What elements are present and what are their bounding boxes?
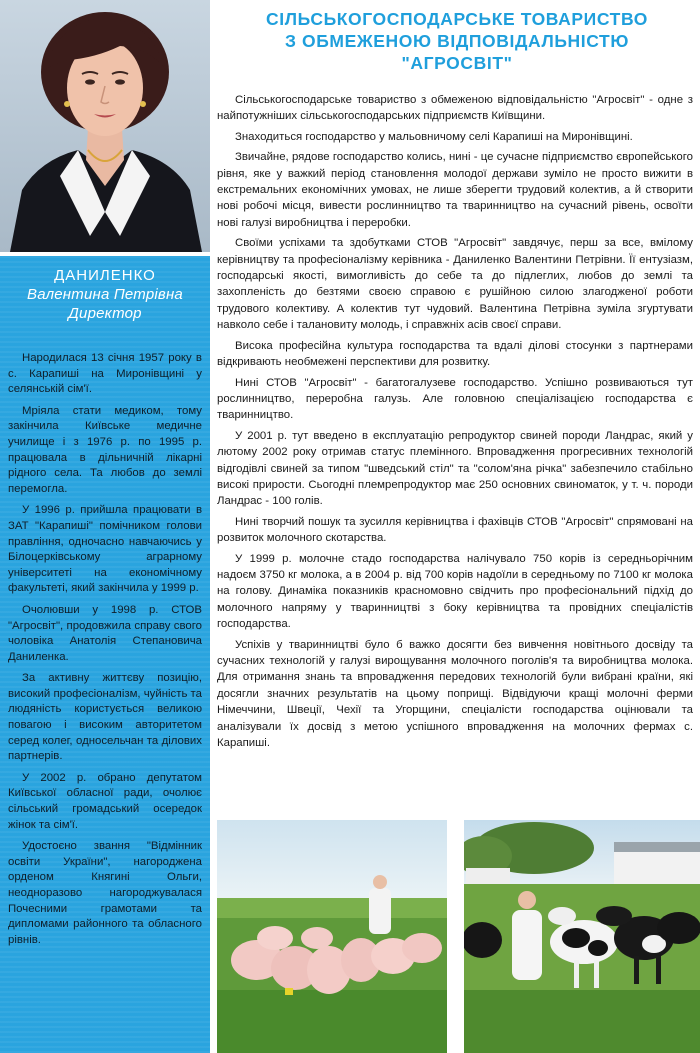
article-paragraph: Висока професійна культура господарства та вдалі ділові стосунки з партнерами відкривають необмежені перспективи для розвитку.	[217, 339, 693, 369]
bio-paragraph: У 2002 р. обрано депутатом Київської обласної ради, очолює сільський громадський осередок жінок та сім'ї.	[8, 771, 202, 831]
pigs-farm-photo	[217, 820, 447, 1053]
director-portrait-photo	[0, 0, 210, 252]
bio-paragraph: За активну життєву позицію, високий професіоналізм, чуйність та людяність користується великою повагою і високим авторитетом серед колег, односельчан та ділових партнерів.	[8, 672, 202, 763]
article-paragraph: У 1999 р. молочне стадо господарства налічувало 750 корів із середньорічним надоєм 3750 кг молока, а в 2004 р. від 700 корів надоїли в середньому по 7100 кг молока на голову. Динаміка показників красномовно свідчить про професіональний підхід до молочного напряму у тваринництві з боку керівництва та провідних спеціалістів господарства.	[217, 552, 693, 631]
article-paragraph: Сільськогосподарське товариство з обмеженою відповідальністю "Агросвіт" - одне з найпотужніших сільськогосподарських підприємств Київщини.	[217, 94, 693, 123]
bio-paragraph: У 1996 р. прийшла працювати в ЗАТ "Карапиші" помічником голови правління, одночасно навчаючись у Білоцерківському аграрному університеті на економічному факультеті, який закінчила у 1999 р.	[8, 504, 202, 595]
page-title	[222, 8, 692, 74]
title-line: "АГРОСВІТ"	[401, 53, 513, 73]
article-paragraph: Знаходиться господарство у мальовничому селі Карапиші на Миронівщині.	[235, 130, 633, 143]
article-paragraph: У 2001 р. тут введено в експлуатацію репродуктор свиней породи Ландрас, який у лютому 2002 року отримав статус племінного. Впровадження прогресивних технологій відгодівлі свиней за типом "шведський стіл" та "солом'яна річка" забезпечило стабільно високі прирости. Сьогодні племрепродуктор має 250 основних свиноматок, у т. ч. породи Ландрас - 100 голів.	[217, 429, 693, 508]
bio-paragraph: Народилася 13 січня 1957 року в с. Карапиші на Миронівщині у селянській сім'ї.	[8, 352, 202, 396]
article-body	[217, 92, 693, 755]
article-paragraph: Звичайне, рядове господарство колись, нині - це сучасне підприємство європейського рівня, яке у важкий період становлення молодої держави зуміло не просто вижити в екстремальних економічних умовах, не лише зберегти трудовий колектив, а й створити нові робочі місця, вивести рослинництво та тваринництво на сучасний рівень, освоїти нові галузі виробництва і переробки.	[217, 151, 693, 229]
bio-paragraph: Мріяла стати медиком, тому закінчила Київське медичне училище і з 1976 р. по 1995 р. працювала в дільничній лікарні рідного села. Та любов до землі перемогла.	[8, 404, 202, 495]
bio-paragraph: Очолювши у 1998 р. СТОВ "Агросвіт", продовжила справу свого чоловіка Анатолія Степановича Даниленка.	[8, 603, 202, 663]
article-paragraph: Успіхів у тваринництві було б важко досягти без вивчення новітнього досвіду та сучасних технологій у галузі вирощування молочного поголів'я та виробництва молока. Для отримання знань та впровадження передових технологій були вибрані країни, які досягли значних результатів на цьому поприщі. Відвідуючи кращі молочні ферми Німеччини, Швеції, Чехії та Угорщини, спеціалісти господарства оцінювали та аналізували їх досвід з метою успішного впровадження на молочних фермах с. Карапиші.	[217, 638, 693, 750]
cows-farm-photo	[464, 820, 700, 1053]
director-given-names: Валентина Петрівна	[27, 286, 183, 303]
title-line: СІЛЬСЬКОГОСПОДАРСЬКЕ ТОВАРИСТВО	[266, 9, 648, 29]
article-paragraph: Своїми успіхами та здобутками СТОВ "Агросвіт" завдячує, перш за все, вмілому керівництву та професіоналізму керівника - Даниленко Валентини Петрівни. Її ентузіазм, господарські якості, вимогливість до себе та до підлеглих, любов до землі та захопленість до безтями своєю справою є рушійною силою злагодженої роботи трудового колективу. А колектив тут чудовий. Валентина Петрівна зуміла згуртувати навколо себе і талановиту молодь, і справжніх асів своєї справи.	[217, 237, 693, 332]
director-surname: ДАНИЛЕНКО	[54, 267, 156, 284]
bio-paragraph: Удостоєно звання "Відмінник освіти України", нагороджена орденом Княгині Ольги, неодноразово нагороджувалася Почесними грамотами та дипломами районного та обласного рівнів.	[8, 840, 202, 946]
article-paragraph: Нині СТОВ "Агросвіт" - багатогалузеве господарство. Успішно розвиваються тут рослинництво, переробна галузь. Але головною спеціалізацією господарства є тваринництво.	[217, 376, 693, 422]
director-position: Директор	[68, 305, 142, 322]
director-sidebar	[0, 256, 210, 1053]
article-paragraph: Нині творчий пошук та зусилля керівництва і фахівців СТОВ "Агросвіт" спрямовані на розвиток молочного скотарства.	[217, 515, 693, 545]
title-line: З ОБМЕЖЕНОЮ ВІДПОВІДАЛЬНІСТЮ	[285, 31, 629, 51]
director-biography	[8, 351, 202, 948]
